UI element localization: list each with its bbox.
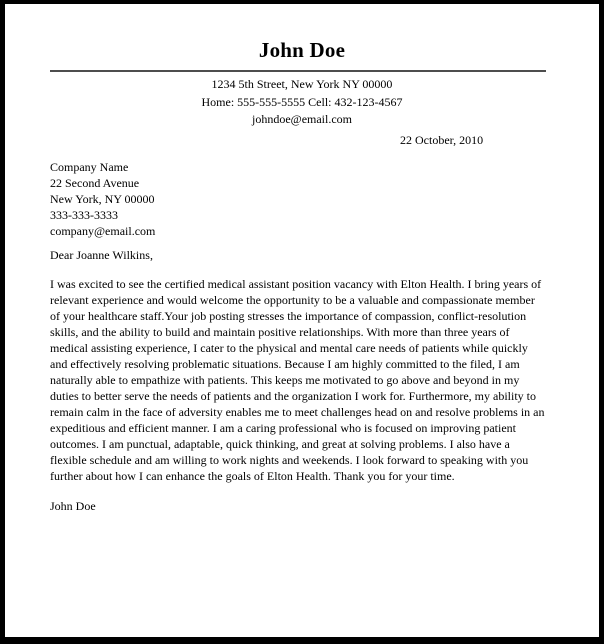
sender-phones: Home: 555-555-5555 Cell: 432-123-4567: [201, 94, 403, 109]
recipient-phone: 333-333-3333: [50, 207, 118, 222]
sender-email: johndoe@email.com: [251, 112, 353, 126]
header-divider: [50, 70, 546, 72]
letter-date: 22 October, 2010: [400, 132, 484, 147]
recipient-email: company@email.com: [50, 223, 156, 238]
recipient-block: [50, 159, 599, 239]
recipient-company: Company Name: [50, 159, 129, 174]
recipient-street: 22 Second Avenue: [50, 175, 140, 190]
signature: John Doe: [50, 498, 96, 513]
sender-contact-block: [5, 76, 599, 129]
sender-name: John Doe: [258, 38, 346, 62]
sender-address: 1234 5th Street, New York NY 00000: [211, 77, 393, 91]
salutation: Dear Joanne Wilkins,: [50, 247, 153, 262]
recipient-city: New York, NY 00000: [50, 191, 155, 206]
letter-body: I was excited to see the certified medical assistant position vacancy with Elton Health. I bring years of relevant experience and would welcome the opportunity to be a valuable and compassionate member of your healthcare staff.Your job posting stresses the importance of compassion, conflict-resolution skills, and the ability to build and maintain positive relationships. With more than three years of medical assisting experience, I cater to the physical and mental care needs of patients while quickly and effectively resolving problematic situations. Because I am highly committed to the filed, I am naturally able to empathize with patients. This keeps me motivated to go above and beyond in my duties to better serve the needs of patients and the organization I work for. Furthermore, my ability to remain calm in the face of adversity enables me to meet challenges head on and resolve problems in an expeditious and efficient manner. I am a caring professional who is focused on improving patient outcomes. I am punctual, adaptable, quick thinking, and great at solving problems. I also have a flexible schedule and am willing to work nights and weekends. I look forward to speaking with you further about how I can enhance the goals of Elton Health. Thank you for your time.: [50, 276, 545, 483]
